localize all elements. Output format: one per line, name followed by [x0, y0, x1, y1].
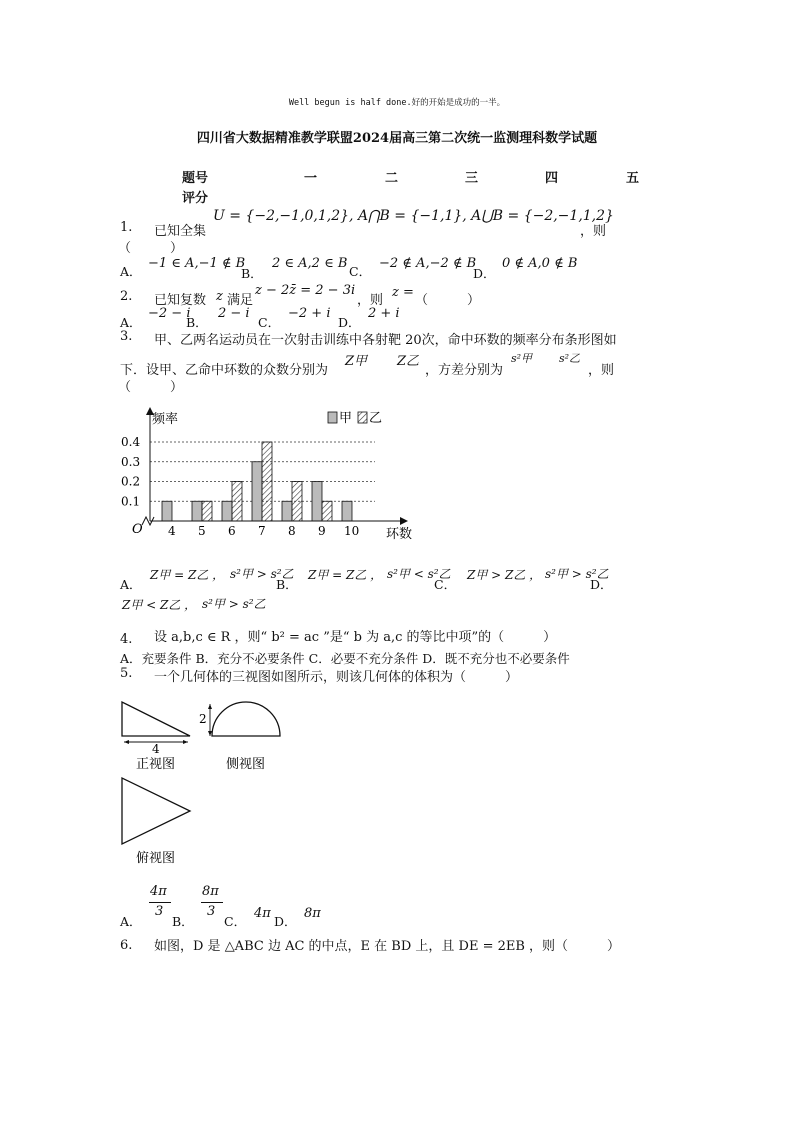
question-stem: ，则: [357, 293, 384, 308]
bar-yi-8: [292, 482, 302, 522]
side-view-semicircle: [212, 702, 280, 736]
question-stem: 已知全集: [154, 224, 207, 239]
x-tick-label: 4: [168, 524, 176, 538]
option-label: D．: [274, 914, 297, 929]
math-formula: U = {−2,−1,0,1,2}, A⋂B = {−1,1}, A⋃B = {−2,−1,1,2}: [213, 208, 614, 224]
front-view-label: 正视图: [136, 757, 176, 772]
bar-jia-5: [192, 501, 202, 521]
bar-jia-8: [282, 501, 292, 521]
origin-label: O: [132, 522, 143, 537]
answer-paren: （ ）: [415, 293, 481, 308]
question-number: 2.: [120, 289, 133, 304]
question-stem: 已知复数: [154, 293, 207, 308]
math-formula: Z甲: [345, 354, 368, 369]
option-numerator: 8π: [202, 884, 219, 899]
question-number: 6.: [120, 938, 133, 953]
option-text: 2 − i: [218, 306, 250, 321]
option-text: −2 − i: [148, 306, 191, 321]
option-denominator: 3: [155, 904, 164, 919]
variable-z: z: [216, 289, 223, 304]
question-stem: 一个几何体的三视图如图所示，则该几何体的体积为（ ）: [154, 670, 519, 685]
option-text: Z甲 = Z乙 ，: [308, 568, 383, 582]
option-text: 4π: [254, 906, 271, 921]
legend-label: 甲: [339, 411, 353, 426]
question-number: 4.: [120, 632, 133, 647]
bar-yi-5: [202, 501, 212, 521]
option-text: 2 + i: [368, 306, 400, 321]
score-row-label: 评分: [182, 191, 209, 206]
x-tick-label: 10: [344, 524, 360, 538]
option-label: C．: [258, 315, 281, 330]
math-formula: s²乙: [559, 352, 581, 365]
axis-break-icon: [142, 517, 154, 525]
x-tick-label: 8: [288, 524, 296, 538]
front-view-triangle: [122, 702, 190, 736]
option-text: Z甲 > Z乙 ，: [467, 568, 542, 582]
score-column: 五: [626, 171, 640, 186]
option-text: s²甲 < s²乙: [387, 567, 451, 581]
legend-swatch-yi: [358, 412, 367, 423]
answer-paren: （ ）: [118, 241, 184, 256]
option-text: 8π: [304, 906, 321, 921]
option-label: A．: [120, 577, 142, 592]
option-text: −2 ∉ A,−2 ∉ B: [379, 256, 477, 271]
question-stem: 下．设甲、乙命中环数的众数分别为: [120, 363, 329, 378]
y-axis-label: 频率: [152, 412, 179, 427]
x-tick-label: 9: [318, 524, 326, 538]
option-label: B．: [241, 266, 263, 281]
bar-yi-7: [262, 442, 272, 521]
question-number: 5.: [120, 666, 133, 681]
option-denominator: 3: [207, 904, 216, 919]
option-label: A．: [120, 914, 142, 929]
bar-jia-6: [222, 501, 232, 521]
math-formula: z − 2z̄ = 2 − 3i: [255, 283, 356, 298]
question-stem: 甲、乙两名运动员在一次射击训练中各射靶 20次，命中环数的频率分布条形图如: [154, 333, 617, 348]
answer-paren: （ ）: [118, 380, 184, 395]
bar-yi-9: [322, 501, 332, 521]
score-column: 二: [385, 171, 399, 186]
question-stem: 满足: [227, 293, 254, 308]
question-stem: 如图，D 是 △ABC 边 AC 的中点，E 在 BD 上，且 DE = 2EB ，则（ ）: [154, 939, 621, 954]
arrow-left-icon: [124, 740, 129, 744]
score-column: 四: [545, 171, 559, 186]
option-text: Z甲 = Z乙 ，: [150, 568, 225, 582]
legend-label: 乙: [369, 411, 383, 426]
fraction-bar: [149, 902, 171, 903]
y-tick-label: 0.2: [121, 474, 141, 489]
arrow-right-icon: [183, 740, 188, 744]
option-label: B．: [276, 577, 298, 592]
legend-swatch-jia: [328, 412, 337, 423]
side-view-label: 侧视图: [226, 757, 266, 772]
score-column: 一: [304, 171, 318, 186]
option-label: B．: [172, 914, 194, 929]
option-label: D．: [473, 266, 496, 281]
option-label: D．: [338, 315, 361, 330]
y-tick-label: 0.1: [121, 494, 141, 509]
math-formula: z =: [392, 285, 414, 300]
math-formula: s²甲: [511, 352, 533, 365]
page-title: 四川省大数据精准教学联盟2024届高三第二次统一监测理科数学试题: [196, 131, 598, 146]
option-label: C．: [349, 264, 372, 279]
option-text: 2 ∈ A,2 ∈ B: [272, 256, 348, 271]
motto: Well begun is half done.好的开始是成功的一半。: [288, 98, 506, 108]
question-stem: ，则: [580, 224, 607, 239]
option-label: D．: [590, 577, 613, 592]
option-label: C．: [434, 577, 457, 592]
bar-jia-9: [312, 482, 322, 522]
option-text: s²甲 > s²乙: [230, 567, 294, 581]
question-stem: ，则: [588, 363, 615, 378]
question-stem: 设 a,b,c ∈ R ，则“ b² = ac ”是“ b 为 a,c 的等比中项”的（ ）: [154, 630, 557, 645]
three-view-diagram: [114, 698, 294, 870]
score-row-label: 题号: [182, 171, 209, 186]
option-label: C．: [224, 914, 247, 929]
math-formula: Z乙: [397, 354, 420, 369]
option-text: −2 + i: [288, 306, 331, 321]
x-tick-label: 5: [198, 524, 206, 538]
option-text: s²甲 > s²乙: [202, 597, 266, 611]
question-number: 3.: [120, 329, 133, 344]
option-label: A．: [120, 315, 142, 330]
option-text: 0 ∉ A,0 ∉ B: [502, 256, 578, 271]
x-tick-label: 7: [258, 524, 266, 538]
option-text: −1 ∈ A,−1 ∉ B: [148, 256, 246, 271]
fraction-bar: [201, 902, 223, 903]
y-tick-label: 0.4: [121, 435, 141, 449]
top-view-triangle: [122, 778, 190, 844]
x-axis-label: 环数: [386, 527, 413, 542]
y-tick-label: 0.3: [121, 454, 141, 469]
option-text: s²甲 > s²乙: [545, 567, 609, 581]
question-number: 1.: [120, 220, 133, 235]
bar-jia-10: [342, 501, 352, 521]
frequency-bar-chart: [120, 405, 420, 543]
option-label: B．: [186, 315, 208, 330]
dimension-height: 2: [199, 712, 207, 726]
dimension-width: 4: [152, 742, 160, 756]
bar-yi-6: [232, 482, 242, 522]
bar-jia-7: [252, 462, 262, 521]
option-text: Z甲 < Z乙 ，: [122, 598, 197, 612]
option-label: A．: [120, 264, 142, 279]
option-numerator: 4π: [150, 884, 167, 899]
question-stem: ，方差分别为: [425, 363, 504, 378]
score-column: 三: [465, 171, 479, 186]
top-view-label: 俯视图: [136, 851, 176, 866]
bar-jia-4: [162, 501, 172, 521]
option-row: A．充要条件 B．充分不必要条件 C．必要不充分条件 D．既不充分也不必要条件: [120, 651, 570, 666]
x-tick-label: 6: [228, 524, 236, 538]
x-axis-arrow: [400, 517, 408, 525]
arrow-up-icon: [208, 704, 212, 709]
